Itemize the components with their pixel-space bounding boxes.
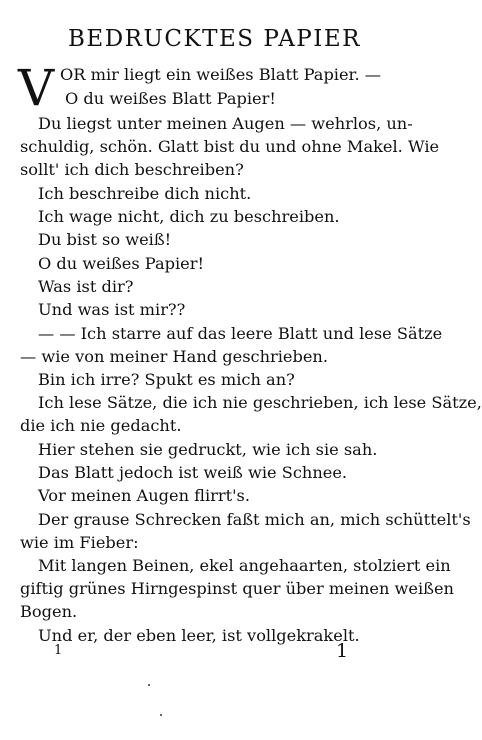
speck-mark (148, 684, 150, 686)
text-line: wie im Fieber: (20, 533, 139, 552)
text-line: — wie von meiner Hand geschrieben. (20, 347, 328, 366)
text-line: die ich nie gedacht. (20, 416, 182, 435)
page-title: BEDRUCKTES PAPIER (68, 26, 361, 52)
text-line: Bogen. (20, 602, 78, 621)
signature-mark: 1 (54, 643, 63, 658)
text-line: O du weißes Blatt Papier! (65, 89, 276, 108)
text-line: Und er, der eben leer, ist vollgekrakelt. (38, 626, 360, 645)
text-line: Bin ich irre? Spukt es mich an? (38, 370, 295, 389)
text-line: Hier stehen sie gedruckt, wie ich sie sah. (38, 440, 378, 459)
text-line: OR mir liegt ein weißes Blatt Papier. — (60, 65, 381, 84)
text-line: schuldig, schön. Glatt bist du und ohne Makel. Wie (20, 137, 440, 156)
text-line: Und was ist mir?? (38, 300, 186, 319)
page-number: 1 (336, 640, 349, 662)
text-line: Das Blatt jedoch ist weiß wie Schnee. (38, 463, 348, 482)
text-line: Ich lese Sätze, die ich nie geschrieben, ich lese Sätze, (38, 393, 482, 412)
text-line: Du liegst unter meinen Augen — wehrlos, un- (38, 114, 413, 133)
text-line: Mit langen Beinen, ekel angehaarten, stolziert ein (38, 556, 451, 575)
text-line: O du weißes Papier! (38, 254, 204, 273)
drop-cap: V (18, 59, 55, 117)
text-line: Ich wage nicht, dich zu beschreiben. (38, 207, 340, 226)
text-line: Du bist so weiß! (38, 230, 172, 249)
speck-mark (160, 714, 162, 716)
text-line: Vor meinen Augen flirrt's. (38, 486, 251, 505)
text-line: sollt' ich dich beschreiben? (20, 160, 244, 179)
text-line: giftig grünes Hirngespinst quer über meinen weißen (20, 579, 454, 598)
text-line: — — Ich starre auf das leere Blatt und lese Sätze (38, 324, 443, 343)
text-line: Ich beschreibe dich nicht. (38, 184, 252, 203)
text-line: Der grause Schrecken faßt mich an, mich schüttelt's (38, 510, 471, 529)
text-line: Was ist dir? (38, 277, 134, 296)
